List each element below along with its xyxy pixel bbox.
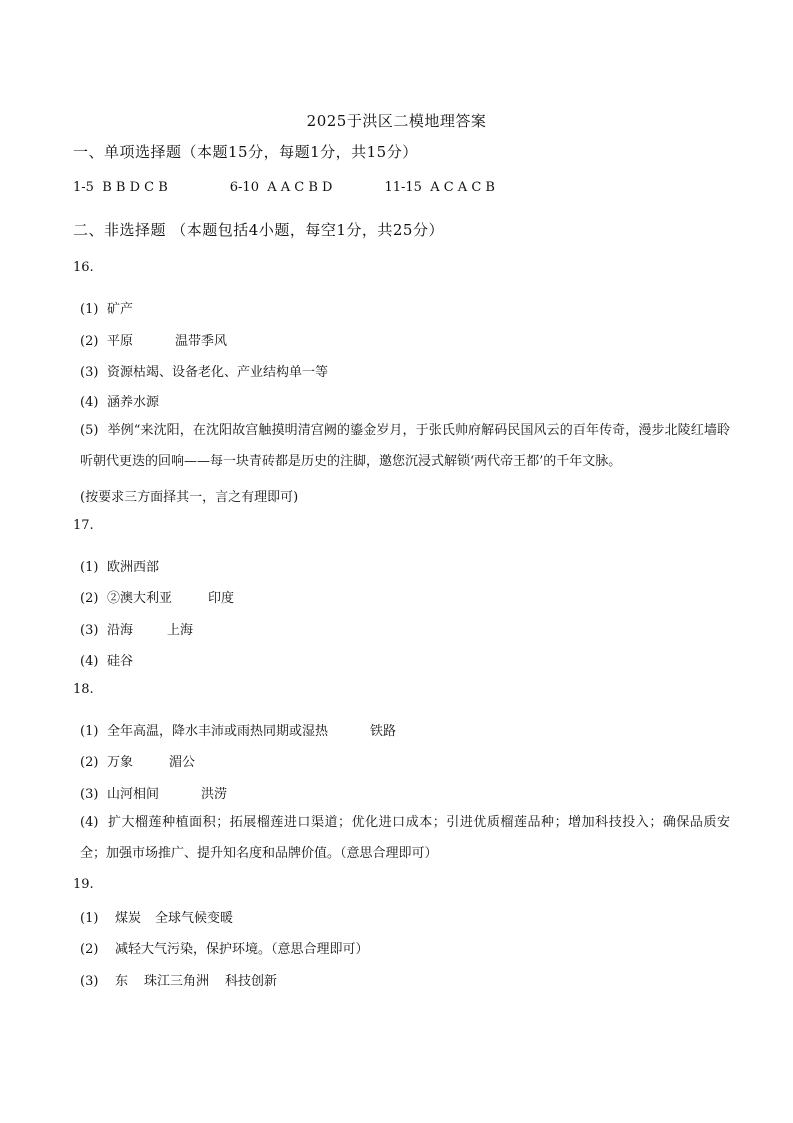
q16-answer-1-label: (1) [80, 302, 99, 317]
q19-answer-1-text: 煤炭 [115, 911, 142, 926]
q16-answer-5-label: (5) [80, 423, 99, 438]
q17-answer-3-label: (3) [80, 623, 99, 638]
q18-answer-1 [80, 720, 396, 739]
q16-answer-4-text: 涵养水源 [107, 395, 160, 410]
q18-answer-2 [80, 751, 195, 770]
q18-answer-1-text: 全年高温，降水丰沛或雨热同期或湿热 [107, 724, 329, 739]
q16-answer-2-text2: 温带季风 [175, 334, 228, 349]
q17-answer-1-text: 欧洲西部 [107, 560, 160, 575]
q18-answer-1-text2: 铁路 [370, 724, 397, 739]
q17-answer-2-label: (2) [80, 591, 99, 606]
q18-answer-2-text2: 湄公 [169, 755, 196, 770]
q18-answer-4-text: 扩大榴莲种植面积；拓展榴莲进口渠道；优化进口成本；引进优质榴莲品种；增加科技投入；确保品质安全；加强市场推广、提升知名度和品牌价值。（意思合理即可） [80, 815, 730, 861]
q17-answer-3 [80, 619, 193, 638]
q17-answer-4-text: 硅谷 [107, 654, 134, 669]
q16-answer-3 [80, 361, 328, 380]
q18-answer-4 [80, 807, 730, 869]
page-title: 2025于洪区二模地理答案 [306, 112, 487, 130]
q16-answer-3-label: (3) [80, 365, 99, 380]
section2-heading: 二、非选择题 （本题包括4小题，每空1分，共25分） [73, 221, 444, 239]
q18-answer-3-text2: 洪涝 [201, 787, 228, 802]
q17-answer-4-label: (4) [80, 654, 99, 669]
q17-answer-2-text2: 印度 [208, 591, 235, 606]
q16-answer-2 [80, 330, 227, 349]
q16-answer-4-label: (4) [80, 395, 99, 410]
q19-answer-1-label: (1) [80, 911, 99, 926]
mc-group-6-10: 6-10 A A C B D [229, 180, 333, 195]
q16-answer-1 [80, 298, 133, 317]
q18-answer-4-label: (4) [80, 815, 99, 830]
q18-answer-2-label: (2) [80, 755, 99, 770]
q17-answer-1 [80, 556, 159, 575]
q16-answer-4 [80, 391, 159, 410]
q16-note: (按要求三方面择其一，言之有理即可) [80, 490, 299, 505]
q17-answer-1-label: (1) [80, 560, 99, 575]
q16-answer-1-text: 矿产 [107, 302, 134, 317]
section1-heading: 一、单项选择题（本题15分，每题1分，共15分） [73, 143, 418, 161]
q18-answer-1-label: (1) [80, 724, 99, 739]
question-19-number: 19. [73, 877, 94, 892]
q19-answer-3 [80, 970, 277, 989]
q16-answer-5 [80, 415, 730, 477]
q17-answer-2-text: ②澳大利亚 [107, 591, 173, 606]
q17-answer-2 [80, 587, 234, 606]
q19-answer-2-label: (2) [80, 942, 99, 957]
question-17-number: 17. [73, 518, 94, 533]
q17-answer-3-text: 沿海 [107, 623, 134, 638]
q18-answer-2-text: 万象 [107, 755, 134, 770]
question-18-number: 18. [73, 682, 94, 697]
q17-answer-4 [80, 650, 133, 669]
mc-answers-row [73, 180, 495, 195]
mc-group-11-15: 11-15 A C A C B [384, 180, 495, 195]
q19-answer-3-label: (3) [80, 974, 99, 989]
q19-answer-1-text2: 全球气候变暖 [155, 911, 234, 926]
q19-answer-1 [80, 907, 233, 926]
question-16-number: 16. [73, 260, 94, 275]
q19-answer-2 [80, 938, 369, 957]
q18-answer-3-text: 山河相间 [107, 787, 160, 802]
q16-answer-2-label: (2) [80, 334, 99, 349]
q19-answer-3-text: 东 [115, 974, 129, 989]
q16-answer-3-text: 资源枯竭、设备老化、产业结构单一等 [107, 365, 329, 380]
q17-answer-3-text2: 上海 [167, 623, 194, 638]
q19-answer-3-text3: 科技创新 [225, 974, 278, 989]
q18-answer-3 [80, 783, 227, 802]
q19-answer-3-text2: 珠江三角洲 [144, 974, 210, 989]
q19-answer-2-text: 减轻大气污染，保护环境。（意思合理即可） [115, 942, 369, 957]
q16-answer-5-text: 举例“来沈阳，在沈阳故宫触摸明清宫阙的鎏金岁月，于张氏帅府解码民国风云的百年传奇，漫步北陵红墙聆听朝代更迭的回响——每一块青砖都是历史的注脚，邀您沉浸式解锁‘两代帝王都’的千年文脉。 [80, 423, 730, 469]
q18-answer-3-label: (3) [80, 787, 99, 802]
q16-answer-2-text: 平原 [107, 334, 134, 349]
mc-group-1-5: 1-5 B B D C B [73, 180, 168, 195]
